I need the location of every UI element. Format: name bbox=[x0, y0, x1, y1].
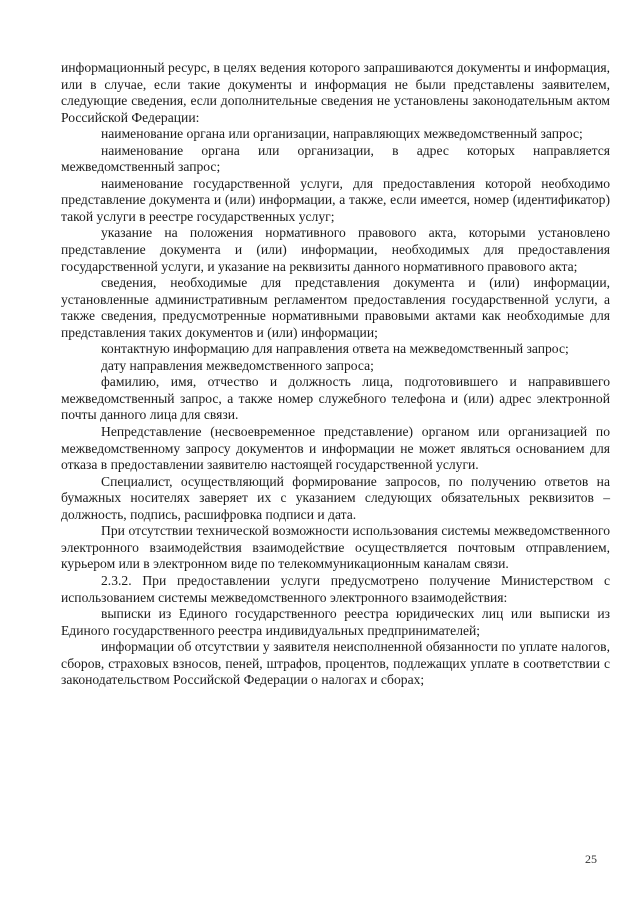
paragraph-responsible-person: фамилию, имя, отчество и должность лица, подготовившего и направившего межведомственный запрос, а также номер служебного телефона и (или) адрес электронной почты данного лица для связи. bbox=[61, 374, 610, 423]
paragraph-continuation-requested-info: информационный ресурс, в целях ведения которого запрашиваются документы и информация, или в случае, если такие документы и информация не были представлены заявителем, следующие сведения, если дополнительные сведения не установлены законодательным актом Российской Федерации: bbox=[61, 60, 610, 125]
paragraph-no-technical-possibility: При отсутствии технической возможности использования системы межведомственного электронного взаимодействия взаимодействие осуществляется почтовым отправлением, курьером или в электронном виде по телекоммуникационным каналам связи. bbox=[61, 523, 610, 572]
paragraph-tax-obligations: информации об отсутствии у заявителя неисполненной обязанности по уплате налогов, сборов, страховых взносов, пеней, штрафов, процентов, подлежащих уплате в соответствии с законодательством Российской Федерации о налогах и сборах; bbox=[61, 639, 610, 688]
page-number: 25 bbox=[585, 852, 597, 866]
paragraph-request-date: дату направления межведомственного запроса; bbox=[101, 357, 374, 373]
document-body bbox=[61, 60, 610, 689]
paragraph-sending-organization: наименование органа или организации, направляющих межведомственный запрос; bbox=[101, 126, 583, 142]
paragraph-receiving-organization: наименование органа или организации, в адрес которых направляется межведомственный запрос; bbox=[61, 142, 610, 175]
paragraph-section-2-3-2: 2.3.2. При предоставлении услуги предусмотрено получение Министерством с использованием системы межведомственного электронного взаимодействия: bbox=[61, 572, 610, 605]
paragraph-specialist-certification: Специалист, осуществляющий формирование запросов, по получению ответов на бумажных носителях заверяет их с указанием следующих обязательных реквизитов – должность, подпись, расшифровка подписи и дата. bbox=[61, 473, 610, 522]
paragraph-required-information: сведения, необходимые для представления документа и (или) информации, установленные административным регламентом предоставления государственной услуги, а также сведения, предусмотренные нормативными правовыми актами как необходимые для представления таких документов и (или) информации; bbox=[61, 275, 610, 340]
paragraph-non-submission: Непредставление (несвоевременное представление) органом или организацией по межведомственному запросу документов и информации не может являться основанием для отказа в предоставлении заявителю настоящей государственной услуги. bbox=[61, 424, 610, 473]
paragraph-registry-extracts: выписки из Единого государственного реестра юридических лиц или выписки из Единого государственного реестра индивидуальных предпринимателей; bbox=[61, 606, 610, 638]
paragraph-contact-information: контактную информацию для направления ответа на межведомственный запрос; bbox=[101, 341, 569, 357]
paragraph-service-name: наименование государственной услуги, для предоставления которой необходимо представление документа и (или) информации, а также, если имеется, номер (идентификатор) такой услуги в реестре государственных услуг; bbox=[61, 175, 610, 224]
paragraph-legal-act-reference: указание на положения нормативного правового акта, которыми установлено представление документа и (или) информации, необходимых для предоставления государственной услуги, и указание на реквизиты данного нормативного правового акта; bbox=[61, 225, 610, 274]
